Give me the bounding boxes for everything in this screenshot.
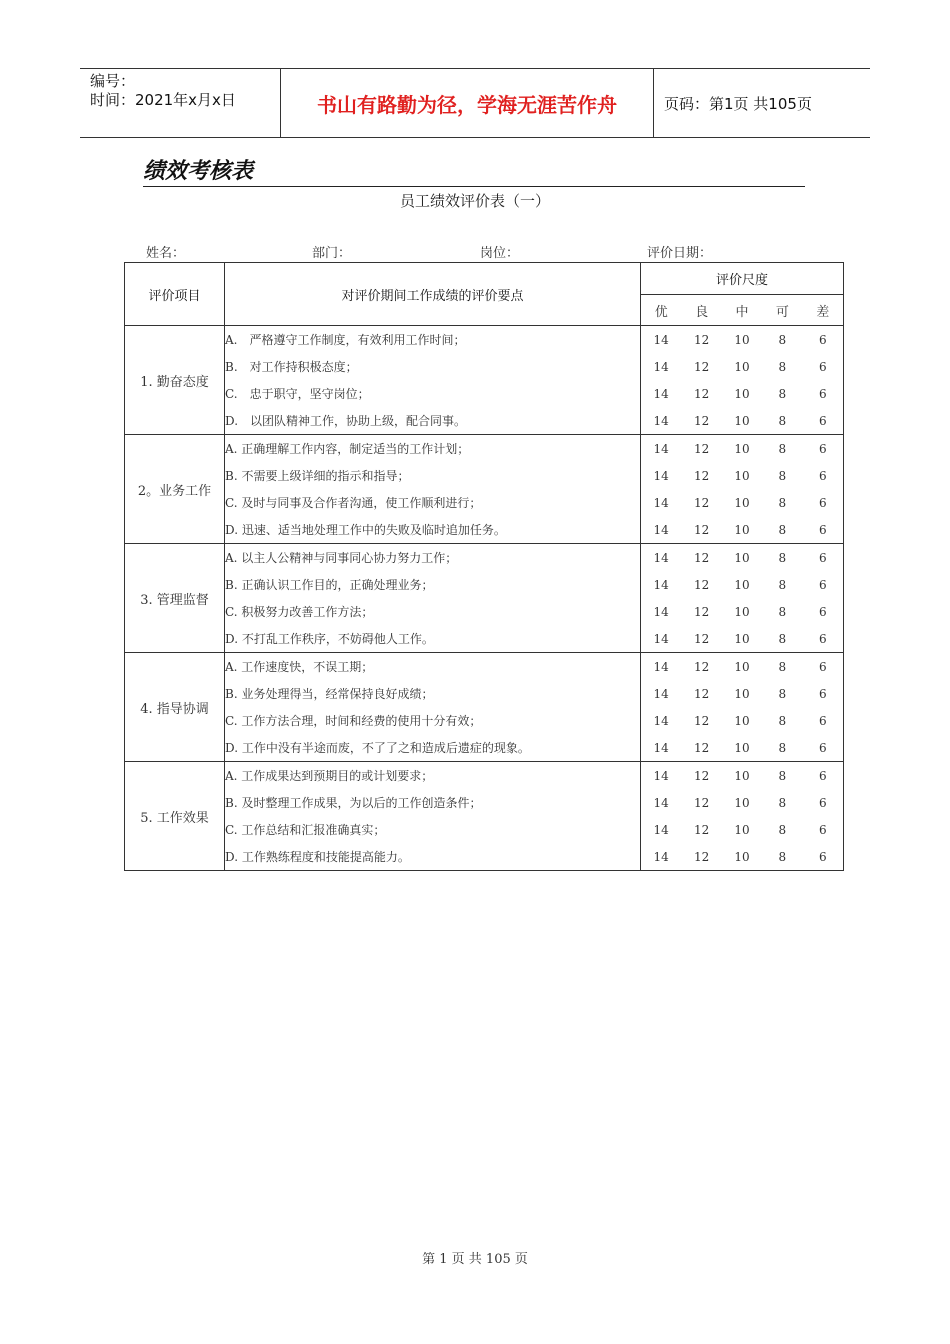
score-value: 14	[653, 740, 669, 755]
score-value: 10	[734, 359, 750, 374]
score-value: 6	[818, 740, 827, 755]
score-value: 10	[734, 495, 750, 510]
score-value: 6	[818, 822, 827, 837]
criterion-text: D. 以团队精神工作，协助上级，配合同事。	[225, 414, 467, 428]
score-value: 8	[778, 822, 787, 837]
category-row	[125, 326, 844, 435]
score-value: 14	[653, 713, 669, 728]
criterion-text: D. 迅速、适当地处理工作中的失败及临时追加任务。	[225, 523, 506, 537]
category-name: 2。业务工作	[125, 435, 225, 544]
score-value: 8	[778, 332, 787, 347]
score-value: 14	[653, 495, 669, 510]
score-value: 14	[653, 386, 669, 401]
score-value: 12	[693, 332, 710, 347]
criteria-cell	[225, 762, 641, 871]
score-value: 8	[778, 577, 787, 592]
score-value: 10	[734, 604, 750, 619]
score-value: 14	[653, 659, 669, 674]
criterion-text: B. 不需要上级详细的指示和指导；	[225, 469, 410, 483]
time-label: 时间：2021年x月x日	[90, 91, 236, 109]
score-value: 10	[734, 577, 750, 592]
category-row	[125, 653, 844, 762]
score-cell	[641, 326, 844, 435]
criterion-text: D. 工作熟练程度和技能提高能力。	[225, 850, 410, 864]
dept-label: 部门：	[312, 246, 352, 261]
criterion-text: C. 忠于职守，坚守岗位；	[225, 387, 370, 401]
score-value: 6	[818, 849, 827, 864]
score-value: 10	[734, 686, 750, 701]
score-value: 10	[734, 768, 750, 783]
category-name: 1. 勤奋态度	[125, 326, 225, 435]
score-value: 14	[653, 441, 669, 456]
score-value: 6	[818, 413, 827, 428]
criterion-text: A. 正确理解工作内容，制定适当的工作计划；	[225, 442, 470, 456]
score-value: 12	[693, 740, 710, 755]
code-label: 编号：	[90, 72, 136, 90]
score-value: 10	[734, 713, 750, 728]
score-value: 6	[818, 577, 827, 592]
score-value: 8	[778, 359, 787, 374]
header-scale: 评价尺度	[641, 263, 844, 295]
score-value: 8	[778, 659, 787, 674]
score-value: 12	[693, 413, 710, 428]
score-value: 12	[693, 604, 710, 619]
score-value: 14	[653, 822, 669, 837]
score-value: 6	[818, 386, 827, 401]
score-value: 10	[734, 740, 750, 755]
criterion-text: A. 工作速度快，不误工期；	[225, 660, 374, 674]
score-value: 12	[693, 550, 710, 565]
criterion-text: A. 以主人公精神与同事同心协力努力工作；	[225, 551, 458, 565]
score-value: 12	[693, 495, 710, 510]
score-value: 10	[734, 522, 750, 537]
score-value: 12	[693, 659, 710, 674]
category-name: 3. 管理监督	[125, 544, 225, 653]
score-value: 10	[734, 822, 750, 837]
grade-label: 中	[735, 304, 749, 320]
score-value: 14	[653, 522, 669, 537]
grade-label: 差	[816, 304, 830, 320]
score-value: 8	[778, 441, 787, 456]
score-value: 8	[778, 686, 787, 701]
score-value: 6	[818, 659, 827, 674]
grade-row	[641, 297, 843, 324]
category-name: 5. 工作效果	[125, 762, 225, 871]
criterion-text: B. 正确认识工作目的，正确处理业务；	[225, 578, 434, 592]
score-value: 8	[778, 495, 787, 510]
post-label: 岗位：	[480, 246, 520, 261]
score-value: 12	[693, 795, 710, 810]
header-meta	[80, 69, 281, 137]
score-value: 14	[653, 577, 669, 592]
score-cell	[641, 653, 844, 762]
score-value: 14	[653, 686, 669, 701]
score-value: 12	[693, 441, 710, 456]
score-value: 6	[818, 359, 827, 374]
criterion-text: D. 不打乱工作秩序，不妨碍他人工作。	[225, 632, 434, 646]
score-value: 14	[653, 359, 669, 374]
score-value: 12	[693, 822, 710, 837]
score-value: 14	[653, 468, 669, 483]
page-header	[80, 68, 870, 138]
criterion-text: C. 工作总结和汇报准确真实；	[225, 823, 386, 837]
score-value: 8	[778, 849, 787, 864]
score-value: 6	[818, 631, 827, 646]
evaluation-table	[124, 262, 844, 871]
motto: 书山有路勤为径，学海无涯苦作舟	[281, 69, 654, 137]
document-subtitle: 员工绩效评价表（一）	[399, 192, 550, 210]
score-value: 8	[778, 604, 787, 619]
score-value: 8	[778, 795, 787, 810]
criteria-cell	[225, 435, 641, 544]
score-value: 12	[693, 713, 710, 728]
score-value: 8	[778, 768, 787, 783]
grade-header-cell	[641, 295, 844, 326]
score-value: 14	[653, 550, 669, 565]
score-value: 12	[693, 386, 710, 401]
criteria-cell	[225, 544, 641, 653]
score-value: 6	[818, 686, 827, 701]
score-value: 8	[778, 740, 787, 755]
grade-label: 优	[654, 304, 668, 320]
criterion-text: B. 及时整理工作成果，为以后的工作创造条件；	[225, 796, 482, 810]
score-value: 14	[653, 795, 669, 810]
score-value: 6	[818, 795, 827, 810]
criterion-text: C. 工作方法合理，时间和经费的使用十分有效；	[225, 714, 482, 728]
score-value: 14	[653, 332, 669, 347]
header-item: 评价项目	[125, 263, 225, 326]
score-value: 10	[734, 441, 750, 456]
score-value: 6	[818, 332, 827, 347]
score-value: 14	[653, 604, 669, 619]
score-value: 6	[818, 495, 827, 510]
score-value: 10	[734, 413, 750, 428]
score-value: 8	[778, 386, 787, 401]
criterion-text: C. 积极努力改善工作方法；	[225, 605, 374, 619]
category-row	[125, 762, 844, 871]
score-cell	[641, 762, 844, 871]
score-value: 14	[653, 768, 669, 783]
score-cell	[641, 544, 844, 653]
criterion-text: A. 工作成果达到预期目的或计划要求；	[225, 769, 434, 783]
score-value: 14	[653, 413, 669, 428]
document-title: 绩效考核表	[143, 158, 805, 187]
criteria-cell	[225, 326, 641, 435]
name-label: 姓名：	[146, 246, 186, 261]
score-value: 8	[778, 468, 787, 483]
score-value: 6	[818, 522, 827, 537]
page-footer: 第 1 页 共 105 页	[422, 1252, 528, 1267]
score-value: 12	[693, 631, 710, 646]
score-value: 8	[778, 631, 787, 646]
score-value: 10	[734, 631, 750, 646]
category-row	[125, 544, 844, 653]
category-name: 4. 指导协调	[125, 653, 225, 762]
criterion-text: C. 及时与同事及合作者沟通，使工作顺利进行；	[225, 496, 482, 510]
grade-label: 可	[775, 304, 789, 320]
score-value: 6	[818, 468, 827, 483]
header-points: 对评价期间工作成绩的评价要点	[225, 263, 641, 326]
score-value: 10	[734, 550, 750, 565]
score-value: 12	[693, 468, 710, 483]
criteria-cell	[225, 653, 641, 762]
page-info: 页码：第1页 共105页	[664, 94, 812, 113]
date-label: 评价日期：	[647, 246, 713, 261]
score-value: 6	[818, 441, 827, 456]
score-value: 12	[693, 768, 710, 783]
score-value: 10	[734, 659, 750, 674]
grade-label: 良	[695, 304, 709, 320]
criterion-text: B. 对工作持积极态度；	[225, 360, 358, 374]
score-value: 6	[818, 768, 827, 783]
score-value: 10	[734, 849, 750, 864]
score-value: 6	[818, 604, 827, 619]
score-value: 12	[693, 849, 710, 864]
score-value: 10	[734, 332, 750, 347]
criterion-text: B. 业务处理得当，经常保持良好成绩；	[225, 687, 434, 701]
score-value: 14	[653, 631, 669, 646]
score-value: 10	[734, 468, 750, 483]
score-value: 12	[693, 686, 710, 701]
score-value: 12	[693, 359, 710, 374]
score-value: 12	[693, 522, 710, 537]
score-value: 12	[693, 577, 710, 592]
score-value: 8	[778, 522, 787, 537]
score-value: 8	[778, 713, 787, 728]
score-value: 8	[778, 550, 787, 565]
criterion-text: D. 工作中没有半途而废，不了了之和造成后遗症的现象。	[225, 741, 530, 755]
score-value: 10	[734, 795, 750, 810]
criterion-text: A. 严格遵守工作制度，有效利用工作时间；	[225, 333, 466, 347]
score-cell	[641, 435, 844, 544]
score-value: 6	[818, 550, 827, 565]
score-value: 8	[778, 413, 787, 428]
score-value: 10	[734, 386, 750, 401]
score-value: 14	[653, 849, 669, 864]
category-row	[125, 435, 844, 544]
score-value: 6	[818, 713, 827, 728]
